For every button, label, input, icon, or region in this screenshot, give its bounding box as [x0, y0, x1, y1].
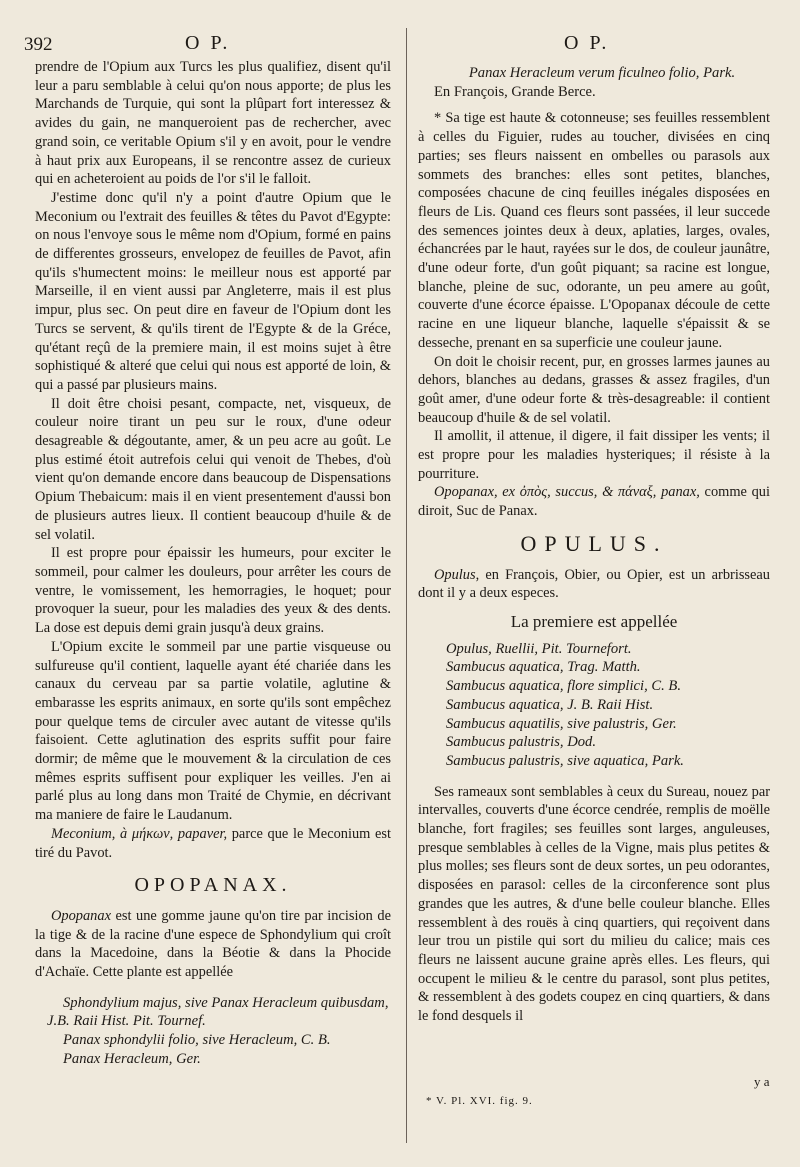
paragraph: prendre de l'Opium aux Turcs les plus qualifiez, disent qu'il leur a paru semblable à celui qu'on nous apporte; de plus les Marchands de Turquie, qui sont la plûpart fort interessez & avides du gain, ne manqueroient pas de rechercher, avec grand soin, ce veritable Opium s'il y en avoit, pour le vendre à haut prix aux Europeans, il se rencontre assez de curieux qui en acheteroient au poids de l'or s'il le falloit. — [35, 59, 391, 188]
entry-term: Opopanax — [51, 907, 111, 924]
page-number: 392 — [24, 34, 53, 55]
left-column — [35, 58, 391, 1069]
synonym-line: Opulus, Ruellii, Pit. Tournefort. — [446, 640, 632, 657]
section-title-opulus: OPULUS. — [520, 530, 668, 556]
running-head-left: O P. — [185, 32, 231, 54]
synonym-line: Sambucus aquatica, J. B. Raii Hist. — [446, 696, 654, 713]
synonym-line: Panax sphondylii folio, sive Heracleum, C. B. — [63, 1032, 331, 1049]
synonym-line: Panax Heracleum verum ficulneo folio, Park. — [468, 65, 736, 81]
paragraph: Ses rameaux sont semblables à ceux du Sureau, nouez par intervalles, couverts d'une écorce cendrée, remplis de moëlle blanche, fort fragiles; ses feuilles sont larges, anguleuses, presque semblables à celles de la Vigne, mais plus petites & plus molles; ses fleurs sont de deux sortes, un peu odorantes, disposées en parasol: celles de la circonference sont plus grandes que les autres, & d'une belle couleur blanche. Elles ressemblent à des rouës à cinq quartiers, qui reçoivent dans leur trou un pistile qui sort du milieu du calice; mais ces fleurs ne laissent aucune graine après elles. Les fleurs, qui occupent le milieu & le centre du parasol, sont plus petites, & ressemblent à des godets coupez en cinq quartiers, & dans le fond desquels il — [418, 783, 770, 1025]
synonym-line: Sphondylium majus, sive Panax Heracleum quibusdam, J.B. Raii Hist. Pit. Tournef. — [47, 994, 389, 1030]
paragraph: L'Opium excite le sommeil par une partie visqueuse ou sulfureuse qu'il contient, laquelle ayant été chariée dans les canaux du cerveau par sa partie volatile, aglutine & embarasse les esprits animaux, en sorte qu'ils sont empêchez pour quelque tems de circuler avec autant de vitesse qu'ils faisoient. Cette aglutination des esprits suffit pour faire dormir; de même que le mouvement & la circulation de ces mêmes esprits suffisent pour expliquer les veilles. J'en ai parlé plus au long dans mon Traité de Chymie, en décrivant ma maniere de faire le Laudanum. — [35, 638, 391, 824]
entry-text: , en François, Obier, ou Opier, est un arbrisseau dont il y a deux especes. — [418, 566, 770, 602]
paragraph — [35, 907, 391, 982]
etymology-paragraph — [418, 483, 770, 520]
synonym-line: En François, Grande Berce. — [434, 83, 596, 100]
section-title-opopanax: OPOPANAX. — [134, 874, 292, 897]
paragraph: Il amollit, il attenue, il digere, il fait dissiper les vents; il est propre pour les maladies hysteriques; il résiste à la pourriture. — [418, 428, 770, 482]
subheading: La premiere est appellée — [510, 611, 678, 631]
paragraph: J'estime donc qu'il n'y a point d'autre Opium que le Meconium ou l'extrait des feuilles & têtes du Pavot d'Egypte: on nous l'envoye sous le même nom d'Opium, formé en pains de differentes grosseurs, envelopez de feuilles de Pavot, afin qu'ils s'humectent moins: le meilleur nous est apporté par Marseille, il en vient aussi par Angleterre, mais il est plus impur, plus sec. On peut dire en faveur de l'Opium dont les Turcs se servent, & qu'ils tirent de l'Egypte & de la Gréce, qu'étant reçû de la premiere main, il est moins sujet à être sophistiqué & alteré que celui qui nous est apporté de loin, & qui a passé par plusieurs mains. — [35, 189, 391, 393]
running-head-right: O P. — [564, 32, 610, 54]
etymology-text: comme qui diroit, Suc de Panax. — [418, 484, 770, 520]
paragraph: * Sa tige est haute & cotonneuse; ses feuilles ressemblent à celles du Figuier, rudes au toucher, divisées en cinq parties; ses fleurs naissent en ombelles ou parasols aux sommets des branches: elles sont petites, blanches, composées chacune de cinq feuilles inégales disposées en fleurs de Lis. Quand ces fleurs sont passées, il leur succede des semences jointes deux à deux, aplaties, larges, ovales, échancrées par le haut, rayées sur le dos, de couleur jaunâtre, d'une odeur forte, d'un goût piquant; sa racine est longue, blanche, pleine de suc, odorante, un peu amere au goût, couverte d'une écorce épaisse. L'Opopanax découle de cette racine en une liqueur blanche, laquelle s'épaissit & se desseche, prenant en sa superficie une couleur jaune. — [418, 110, 770, 351]
etymology-term: Meconium, à μήκων, papaver, — [51, 825, 228, 842]
catchword: y a — [754, 1074, 770, 1089]
right-column — [418, 64, 770, 1026]
column-divider — [406, 28, 407, 1143]
etymology-term: Opopanax, ex ὀπὸς, succus, & πάναξ, panax, — [434, 484, 700, 501]
paragraph — [418, 566, 770, 603]
paragraph: Il doit être choisi pesant, compacte, net, visqueux, de couleur noire tirant un peu sur le roux, d'une odeur desagreable & dégoutante, amer, & un peu acre au goût. Le plus estimé étoit autrefois celui qui venoit de Thebes, d'où vient qu'on demande encore dans beaucoup de Dispensations Opium Thebaicum: mais il en vient presentement d'aussi bon de plusieurs autres lieux. Il contient beaucoup d'huile & de sel volatil. — [35, 395, 391, 543]
synonym-list — [418, 640, 770, 771]
footnote: * V. Pl. XVI. fig. 9. — [426, 1095, 533, 1107]
paragraph: Il est propre pour épaissir les humeurs, pour exciter le sommeil, pour calmer les douleurs, pour arrêter les cours de ventre, le vomissement, les hemorragies, le hoquet; pour provoquer la sueur, pour les maladies des yeux & des dents. La dose est depuis demi grain jusqu'à deux grains. — [35, 545, 391, 637]
entry-term: Opulus — [434, 566, 476, 583]
synonym-line: Sambucus aquatilis, sive palustris, Ger. — [446, 715, 677, 732]
etymology-paragraph — [35, 825, 391, 862]
synonym-line: Sambucus palustris, sive aquatica, Park. — [446, 752, 684, 769]
paragraph: On doit le choisir recent, pur, en grosses larmes jaunes au dehors, blanches au dedans, grasses & assez fragiles, d'un goût amer, d'une odeur forte & très-desagreable: il contient beaucoup d'huile & de sel volatil. — [418, 353, 770, 426]
entry-text: est une gomme jaune qu'on tire par incision de la tige & de la racine d'une espece de Sphondylium qui croît dans la Macedoine, dans la Béotie & dans la Phocide d'Achaïe. Cette plante est appellée — [35, 907, 391, 981]
synonym-line: Sambucus aquatica, Trag. Matth. — [446, 659, 641, 676]
etymology-text: parce que le Meconium est tiré du Pavot. — [35, 825, 391, 861]
synonym-line: Panax Heracleum, Ger. — [63, 1050, 201, 1067]
synonym-line: Sambucus aquatica, flore simplici, C. B. — [446, 678, 681, 695]
synonym-line: Sambucus palustris, Dod. — [446, 734, 596, 751]
